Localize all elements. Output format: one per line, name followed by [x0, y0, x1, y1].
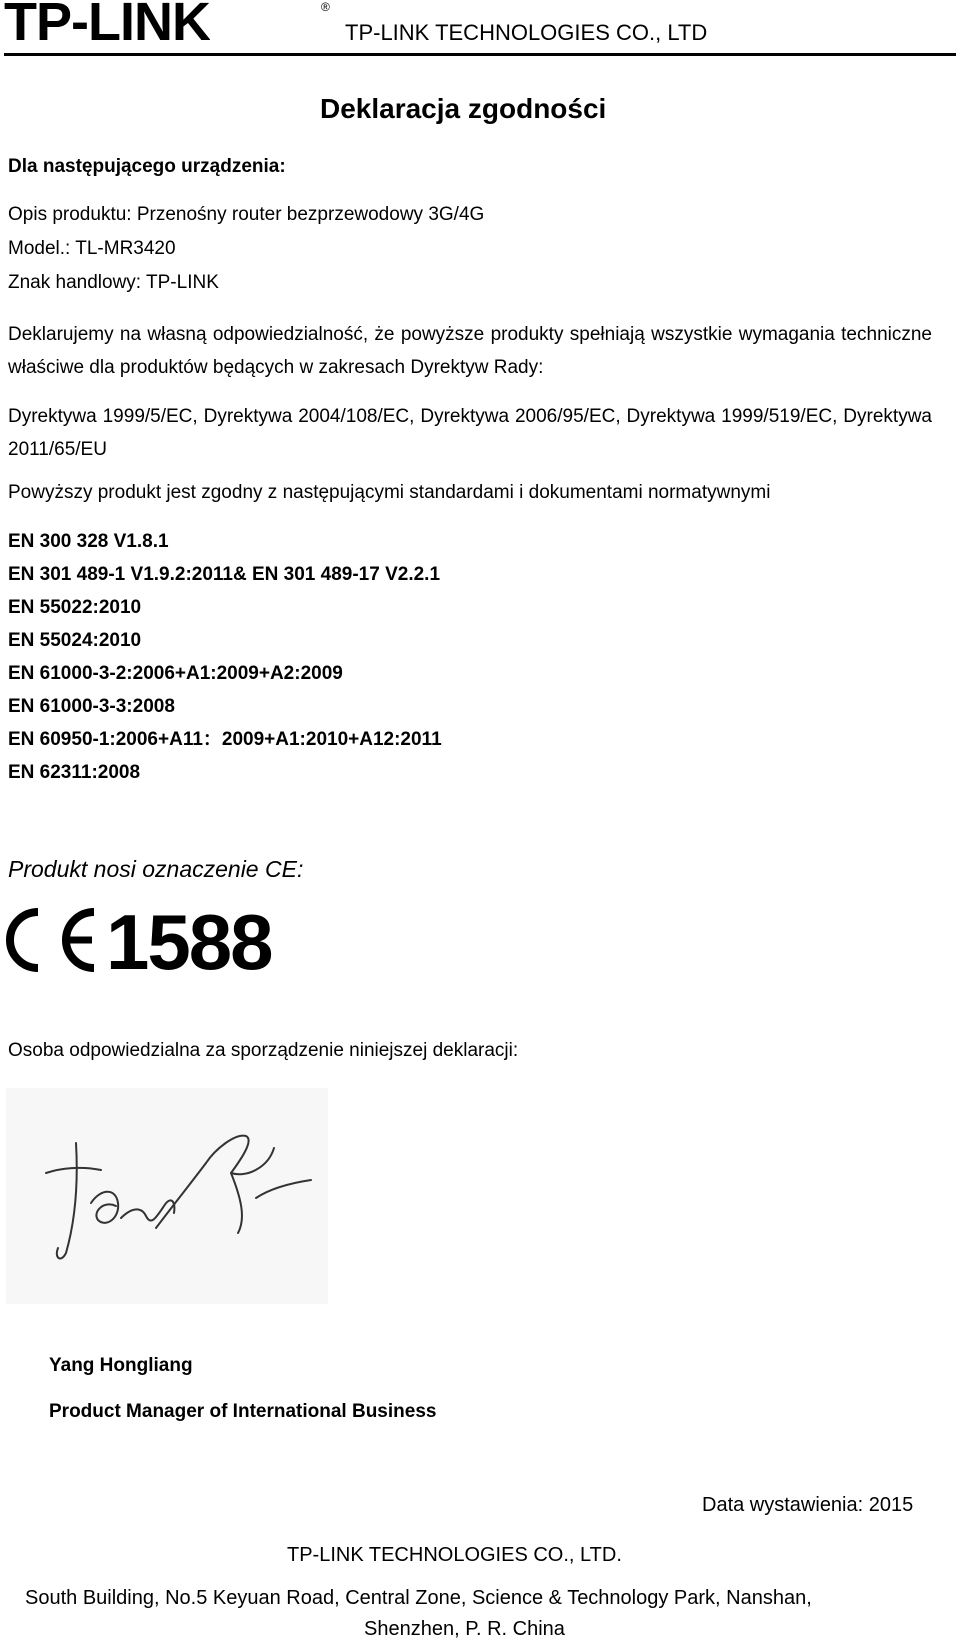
- header-rule: [4, 53, 956, 56]
- device-heading: Dla następującego urządzenia:: [8, 156, 286, 177]
- model-label: Model.:: [8, 238, 76, 259]
- model-line: [8, 237, 176, 261]
- declaration-paragraph: Deklarujemy na własną odpowiedzialność, że powyższe produkty spełniają wszystkie wymagania techniczne właściwe dla produktów będących w zakresach Dyrektyw Rady:: [8, 324, 932, 378]
- brand-value: TP-LINK: [146, 272, 219, 293]
- ce-number: 1588: [106, 906, 272, 974]
- product-value: Przenośny router bezprzewodowy 3G/4G: [136, 204, 485, 225]
- ce-1588-mark-icon: [6, 906, 296, 974]
- brand-label: Znak handlowy:: [8, 272, 147, 293]
- responsible-label: Osoba odpowiedzialna za sporządzenie niniejszej deklaracji:: [8, 1040, 519, 1061]
- standard-item: EN 300 328 V1.8.1: [8, 531, 169, 552]
- footer-address-line1: South Building, No.5 Keyuan Road, Central Zone, Science & Technology Park, Nanshan,: [25, 1587, 812, 1609]
- model-value: TL-MR3420: [75, 238, 176, 259]
- standard-item: EN 55024:2010: [8, 630, 142, 651]
- footer-company: TP-LINK TECHNOLOGIES CO., LTD.: [287, 1544, 622, 1566]
- standard-item: EN 61000-3-2:2006+A1:2009+A2:2009: [8, 663, 343, 684]
- issue-date: Data wystawienia: 2015: [702, 1494, 914, 1516]
- product-label: Opis produktu:: [8, 204, 137, 225]
- product-description: [8, 203, 484, 227]
- standard-item: EN 55022:2010: [8, 597, 142, 618]
- footer-address-line2: Shenzhen, P. R. China: [364, 1618, 565, 1640]
- standard-item: EN 62311:2008: [8, 762, 141, 783]
- directives-paragraph: Dyrektywa 1999/5/EC, Dyrektywa 2004/108/EC, Dyrektywa 2006/95/EC, Dyrektywa 1999/519/EC, Dyrektywa 2011/65/EU: [8, 406, 932, 460]
- header-company-name: TP-LINK TECHNOLOGIES CO., LTD: [345, 20, 708, 45]
- signer-name: Yang Hongliang: [49, 1355, 193, 1376]
- standard-item: EN 60950-1:2006+A11：2009+A1:2010+A12:2011: [8, 729, 442, 750]
- signature-image: [6, 1088, 328, 1304]
- tp-link-logo: TP-LINK: [4, 0, 210, 44]
- ce-label: Produkt nosi oznaczenie CE:: [8, 856, 304, 882]
- standard-item: EN 301 489-1 V1.9.2:2011& EN 301 489-17 V2.2.1: [8, 564, 441, 585]
- signer-title: Product Manager of International Business: [49, 1401, 437, 1422]
- page-title: Deklaracja zgodności: [320, 93, 607, 124]
- standard-item: EN 61000-3-3:2008: [8, 696, 175, 717]
- registered-mark: ®: [321, 0, 330, 14]
- brand-line: [8, 271, 219, 295]
- standards-intro: Powyższy produkt jest zgodny z następującymi standardami i dokumentami normatywnymi: [8, 482, 771, 503]
